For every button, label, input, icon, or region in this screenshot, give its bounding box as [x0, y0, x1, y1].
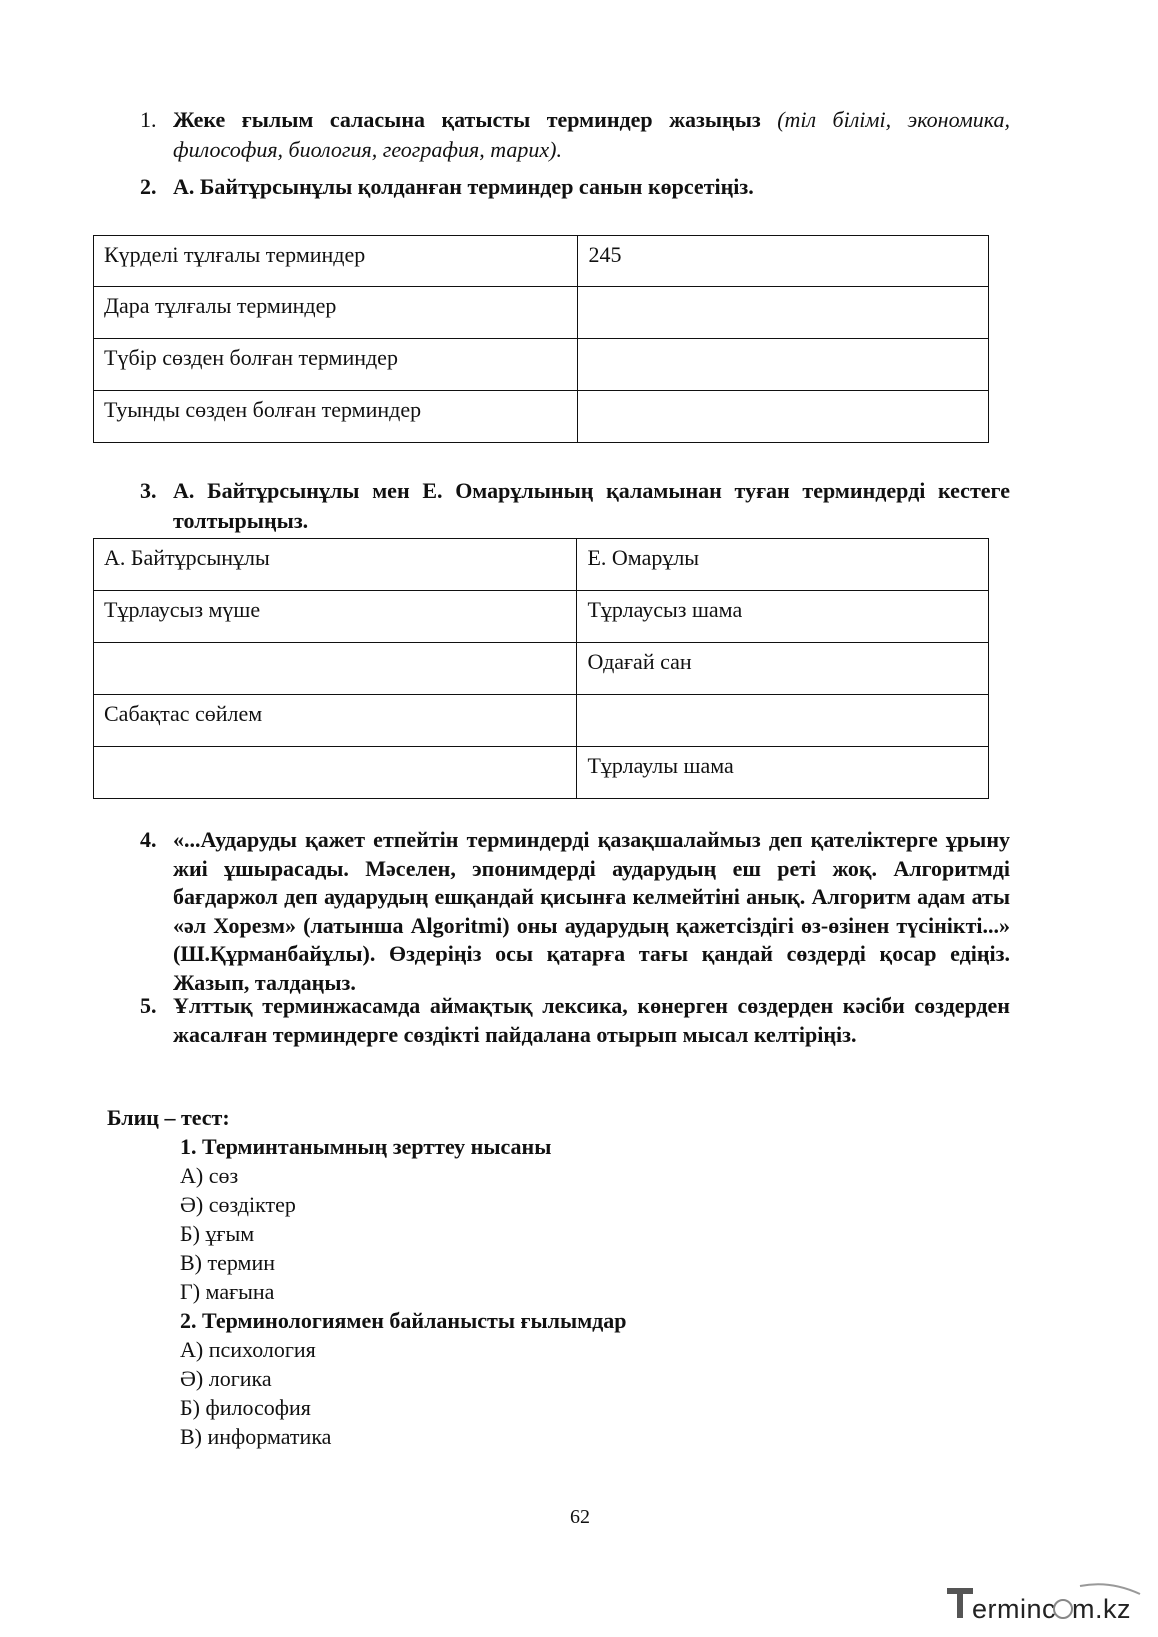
blitz-q2-title: 2. Терминологиямен байланысты ғылымдар	[180, 1308, 627, 1333]
table-cell: Күрделі тұлғалы терминдер	[94, 236, 578, 287]
task-5-text: Ұлттық терминжасамда аймақтық лексика, көнерген сөздерден кәсіби сөздерден жасалған терминдерге сөздікті пайдалана отырып мысал келтіріңіз.	[173, 993, 1010, 1047]
task-5-number: 5.	[140, 993, 157, 1018]
blitz-q1-option: В) термин	[180, 1250, 276, 1275]
blitz-q2-option: Б) философия	[180, 1395, 311, 1420]
table-cell	[578, 391, 989, 443]
task-1-note: (тіл білімі, экономика, философия, биология, география, тарих).	[173, 107, 1011, 162]
table-cell: Тұрлаулы шама	[577, 747, 989, 799]
table-cell	[578, 339, 989, 391]
table-cell	[578, 287, 989, 339]
table-row	[94, 747, 989, 799]
task-4-number: 4.	[140, 827, 157, 852]
svg-text:m.kz: m.kz	[1072, 1594, 1131, 1624]
table-cell: 245	[578, 236, 989, 287]
table-row	[94, 236, 989, 287]
table-cell: Дара тұлғалы терминдер	[94, 287, 578, 339]
authors-terms-table	[93, 538, 989, 799]
table-row	[94, 591, 989, 643]
termincom-logo	[945, 1580, 1145, 1630]
table-row	[94, 339, 989, 391]
task-4	[140, 826, 1010, 997]
svg-text:erminc: erminc	[972, 1594, 1057, 1624]
table-cell: Одағай сан	[577, 643, 989, 695]
task-2	[140, 172, 1010, 202]
table-row	[94, 539, 989, 591]
task-5	[140, 992, 1010, 1049]
task-2-number: 2.	[140, 174, 157, 199]
blitz-q1-option: Б) ұғым	[180, 1221, 255, 1246]
table-cell	[94, 747, 577, 799]
termincom-logo-mark	[945, 1580, 1145, 1630]
blitz-q1-title: 1. Терминтанымның зерттеу нысаны	[180, 1134, 552, 1159]
table-cell	[577, 695, 989, 747]
table-row	[94, 695, 989, 747]
table-cell	[94, 643, 577, 695]
table-cell: Туынды сөзден болған терминдер	[94, 391, 578, 443]
blitz-heading: Блиц – тест:	[107, 1105, 230, 1130]
blitz-q1-option: Ә) сөздіктер	[180, 1192, 296, 1217]
task-1-text: Жеке ғылым саласына қатысты терминдер жазыңыз	[173, 107, 761, 132]
table-header-cell: А. Байтұрсынұлы	[94, 539, 577, 591]
blitz-q2-option: Ә) логика	[180, 1366, 272, 1391]
blitz-q2-option: А) психология	[180, 1337, 316, 1362]
table-row	[94, 643, 989, 695]
blitz-q1-option: Г) мағына	[180, 1279, 275, 1304]
table-cell: Тұрлаусыз шама	[577, 591, 989, 643]
task-1	[140, 105, 1010, 165]
page-number: 62	[570, 1506, 590, 1528]
table-row	[94, 391, 989, 443]
table-cell: Сабақтас сөйлем	[94, 695, 577, 747]
task-4-text: «...Аударуды қажет етпейтін терминдерді қазақшалаймыз деп қателіктерге ұрыну жиі ұшырасады. Мәселен, эпонимдерді аударудың еш реті жоқ. Алгоритмді бағдаржол деп аударудың ешқандай қисынға келмейтіні анық. Алгоритм адам аты «әл Хорезм» (латынша Algoritmi) оны аударудың қажетсіздігі өз-өзінен түсінікті...» (Ш.Құрманбайұлы). Өздеріңіз осы қатарға тағы қандай сөздерді қосар едіңіз. Жазып, талдаңыз.	[173, 827, 1010, 995]
task-1-number: 1.	[140, 107, 157, 132]
blitz-q1-option: А) сөз	[180, 1163, 239, 1188]
table-cell: Түбір сөзден болған терминдер	[94, 339, 578, 391]
task-3	[140, 476, 1010, 536]
task-3-number: 3.	[140, 478, 157, 503]
table-cell: Тұрлаусыз мүше	[94, 591, 577, 643]
terms-count-table	[93, 235, 989, 443]
table-header-cell: Е. Омарұлы	[577, 539, 989, 591]
task-2-text: А. Байтұрсынұлы қолданған терминдер санын көрсетіңіз.	[173, 174, 754, 199]
blitz-q2-option: В) информатика	[180, 1424, 332, 1449]
table-row	[94, 287, 989, 339]
task-3-text: А. Байтұрсынұлы мен Е. Омарұлының қаламынан туған терминдерді кестеге толтырыңыз.	[173, 478, 1010, 533]
